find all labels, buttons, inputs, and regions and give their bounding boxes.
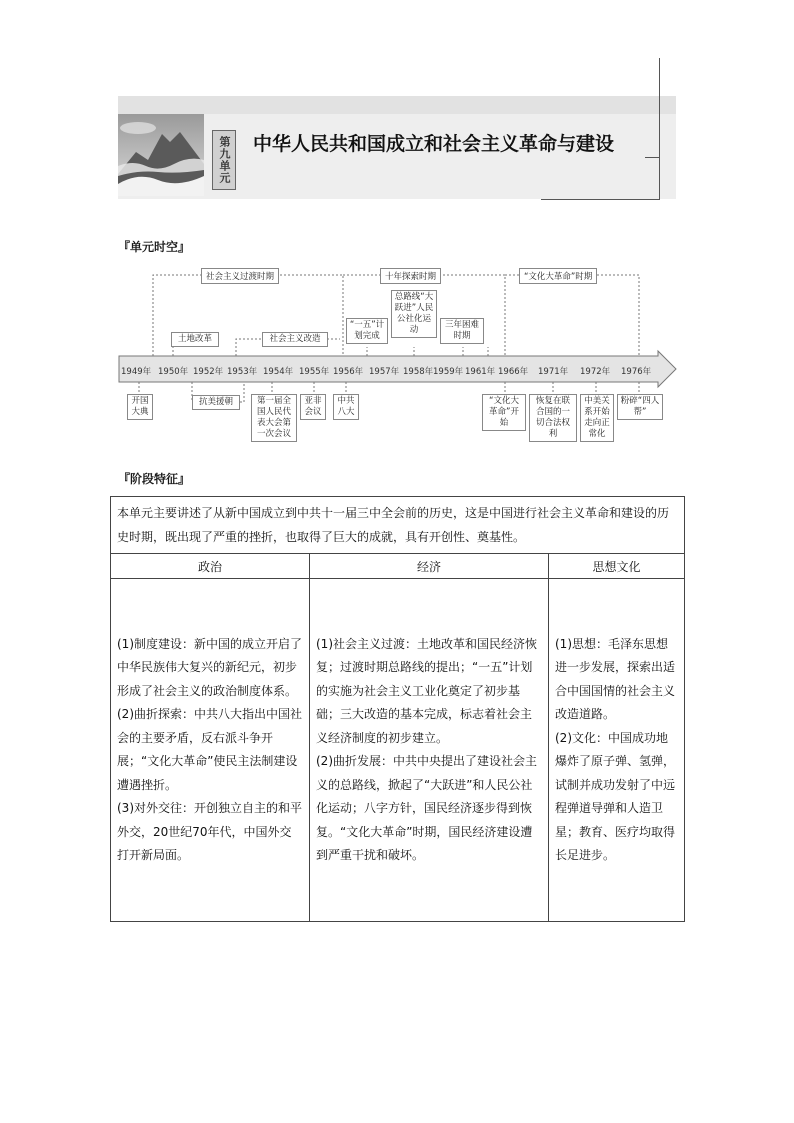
features-intro: 本单元主要讲述了从新中国成立到中共十一届三中全会前的历史，这是中国进行社会主义革命和建设的历史时期，既出现了严重的挫折，也取得了巨大的成就，具有开创性、奠基性。	[111, 497, 685, 554]
event-sino-us-relations: 中美关系开始走向正常化	[580, 394, 614, 442]
event-land-reform: 土地改革	[171, 332, 219, 347]
header-economy: 经济	[310, 554, 549, 579]
economy-item: (2)曲折发展：中共中央提出了建设社会主义的总路线，掀起了“大跃进”和人民公社化运动；八字方针，国民经济逐步得到恢复。“文化大革命”时期，国民经济建设遭到严重干扰和破坏。	[316, 754, 537, 862]
economy-cell	[310, 579, 549, 922]
event-bandung-conference: 亚非会议	[300, 394, 326, 420]
timeline-section-heading: 『单元时空』	[118, 240, 191, 254]
politics-item: (1)制度建设：新中国的成立开启了中华民族伟大复兴的新纪元，初步形成了社会主义的政治制度体系。	[117, 636, 302, 698]
timeline-graphic	[0, 0, 794, 470]
event-cultural-revolution-start: “文化大革命”开始	[482, 394, 526, 431]
year-label: 1961年	[465, 367, 496, 377]
year-label: 1956年	[333, 367, 364, 377]
year-label: 1966年	[498, 367, 529, 377]
period-transition: 社会主义过渡时期	[201, 268, 279, 284]
year-label: 1976年	[621, 367, 652, 377]
event-first-five-year-plan: “一五”计划完成	[346, 318, 388, 344]
year-label: 1954年	[263, 367, 294, 377]
period-cultural-revolution: “文化大革命”时期	[519, 268, 597, 284]
culture-item: (1)思想：毛泽东思想进一步发展，探索出适合中国国情的社会主义改造道路。	[555, 636, 676, 721]
year-label: 1972年	[580, 367, 611, 377]
event-great-leap: 总路线“大跃进”人民公社化运动	[391, 290, 437, 338]
year-label: 1959年	[433, 367, 464, 377]
features-section-heading: 『阶段特征』	[118, 472, 191, 486]
event-korean-war: 抗美援朝	[192, 395, 240, 410]
year-label: 1971年	[538, 367, 569, 377]
year-label: 1952年	[193, 367, 224, 377]
politics-cell	[111, 579, 310, 922]
year-label: 1955年	[299, 367, 330, 377]
period-exploration: 十年探索时期	[380, 268, 441, 284]
event-three-difficult-years: 三年困难时期	[440, 318, 484, 344]
politics-item: (2)曲折探索：中共八大指出中国社会的主要矛盾，反右派斗争开展；“文化大革命”使民主法制建设遭遇挫折。	[117, 707, 302, 792]
economy-item: (1)社会主义过渡：土地改革和国民经济恢复；过渡时期总路线的提出；“一五”计划的实施为社会主义工业化奠定了初步基础；三大改造的基本完成，标志着社会主义经济制度的初步建立。	[316, 636, 537, 745]
year-label: 1957年	[369, 367, 400, 377]
year-label: 1958年	[403, 367, 434, 377]
unit-title: 中华人民共和国成立和社会主义革命与建设	[253, 133, 615, 155]
event-eighth-congress: 中共八大	[333, 394, 359, 420]
event-first-npc: 第一届全国人民代表大会第一次会议	[251, 394, 297, 442]
event-socialist-transformation: 社会主义改造	[262, 332, 328, 347]
year-label: 1950年	[158, 367, 189, 377]
header-culture: 思想文化	[549, 554, 685, 579]
event-founding-ceremony: 开国大典	[127, 394, 153, 420]
features-table	[110, 496, 685, 922]
culture-item: (2)文化：中国成功地爆炸了原子弹、氢弹，试制并成功发射了中远程弹道导弹和人造卫星；教育、医疗均取得长足进步。	[555, 730, 676, 862]
politics-item: (3)对外交往：开创独立自主的和平外交，20世纪70年代，中国外交打开新局面。	[117, 801, 302, 862]
event-un-seat: 恢复在联合国的一切合法权利	[529, 394, 577, 442]
header-politics: 政治	[111, 554, 310, 579]
event-gang-of-four: 粉碎“四人帮”	[617, 394, 663, 420]
unit-label: 第九单元	[218, 136, 231, 184]
culture-cell	[549, 579, 685, 922]
year-label: 1953年	[227, 367, 258, 377]
year-label: 1949年	[121, 367, 152, 377]
